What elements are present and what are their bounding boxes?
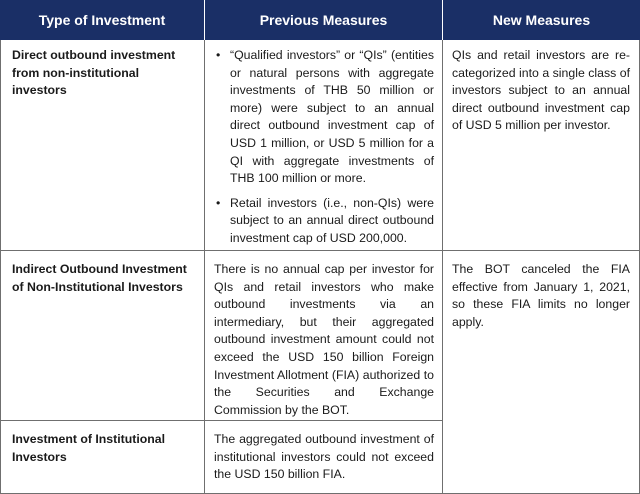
grid-line [0, 40, 1, 494]
row-2-type: Indirect Outbound Investment of Non-Institutional Investors [12, 262, 187, 294]
row-1-previous-measures [214, 47, 434, 248]
rows-2-3-new-measures: The BOT canceled the FIA effective from January 1, 2021, so these FIA limits no longer apply. [452, 262, 630, 329]
row-3-previous-measures: The aggregated outbound investment of institutional investors could not exceed the USD 150 billion FIA. [214, 432, 434, 482]
grid-line [204, 40, 205, 494]
bullet-retail-investors: • Retail investors (i.e., non-QIs) were subject to an annual direct outbound investment cap of USD 200,000. [214, 195, 434, 248]
row-1-new-measures: QIs and retail investors are re-categorized into a single class of investors subject to an annual direct outbound investment cap of USD 5 million per investor. [452, 48, 630, 133]
grid-line [442, 40, 443, 494]
row-1-type: Direct outbound investment from non-institutional investors [12, 48, 176, 98]
row-3-type: Investment of Institutional Investors [12, 432, 166, 464]
header-new-measures: New Measures [442, 0, 640, 40]
header-previous-measures: Previous Measures [204, 0, 442, 40]
row-2-previous-measures: There is no annual cap per investor for QIs and retail investors who make outbound investments via an intermediary, but their aggregated outbound investment amount could not exceed the USD 150 billion Foreign Investment Allotment (FIA) authorized to the Securities and Exchange Commission by the BOT. [214, 262, 434, 417]
row-divider [0, 420, 442, 421]
bullet-qualified-investors: • “Qualified investors” or “QIs” (entities or natural persons with aggregate investments of THB 50 million or more) were subject to an annual direct outbound investment cap of USD 1 million, or USD 5 million for a QI with aggregate investments of THB 100 million or more. [214, 47, 434, 188]
previous-measures-list [214, 47, 434, 248]
header-type-of-investment: Type of Investment [0, 0, 204, 40]
row-divider [0, 250, 640, 251]
